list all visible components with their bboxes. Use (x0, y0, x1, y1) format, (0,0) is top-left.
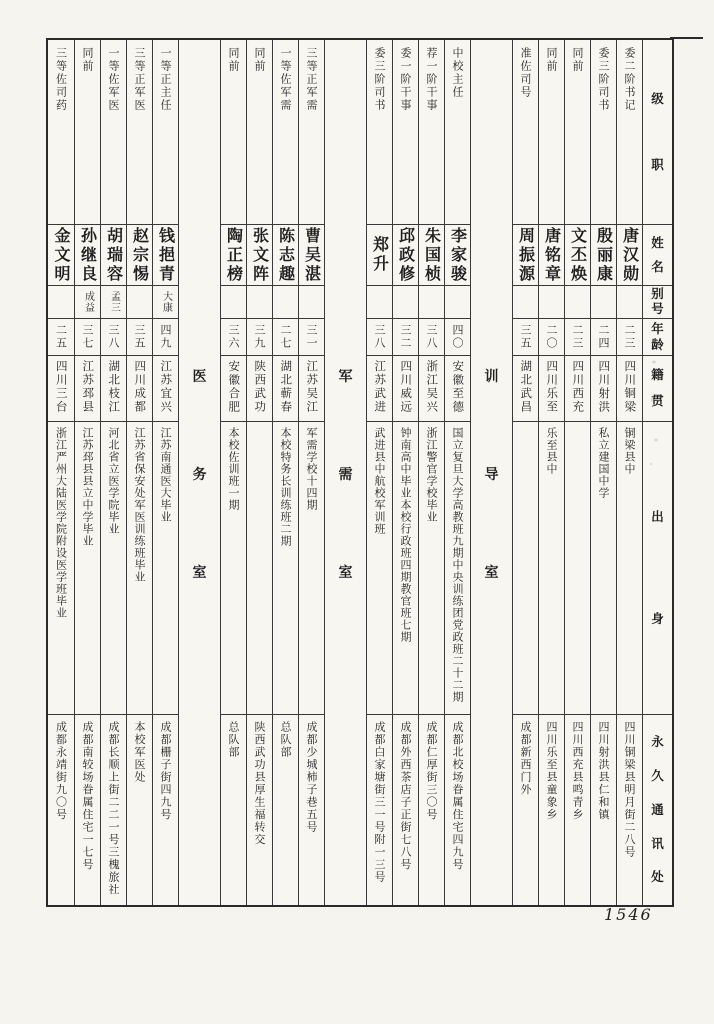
address-cell: 成都新西门外 (519, 721, 532, 796)
native-place-cell: 四川西充 (565, 356, 590, 422)
alias-cell (591, 286, 616, 319)
name-cell: 金文明 (48, 225, 74, 286)
char-glyph: 久 (651, 768, 664, 783)
native-place-cell: 四川射洪 (591, 356, 616, 422)
char-glyph: 军 (338, 369, 353, 385)
name-cell: 唐铭章 (539, 225, 564, 286)
background-cell: 军需学校十四期 (299, 422, 324, 715)
background-cell: 钟南高中毕业本校行政班四期教官班七期 (393, 422, 418, 715)
native-place-cell: 安徽至德 (445, 356, 470, 422)
age-cell: 三二 (393, 319, 418, 356)
name-cell: 陈志趣 (273, 225, 298, 286)
column-header-age (643, 319, 672, 356)
native-place-cell: 江苏宜兴 (153, 356, 178, 422)
char-glyph: 永 (651, 734, 664, 750)
background-cell: 国立复旦大学高教班九期中央训练团党政班二十二期 (445, 422, 470, 715)
alias-cell (299, 286, 324, 319)
section-divider-column (324, 40, 366, 905)
age-cell: 四九 (153, 319, 178, 356)
address-cell: 陕西武功县厚生福转交 (253, 721, 266, 846)
native-place-cell: 四川铜梁 (617, 356, 642, 422)
person-column (74, 40, 100, 905)
address-cell: 四川铜梁县明月街二八号 (623, 721, 636, 859)
person-column (616, 40, 642, 905)
char-glyph: 名 (651, 258, 664, 274)
native-place-cell: 四川三台 (48, 356, 74, 422)
address-cell: 四川西充县鸣青乡 (571, 721, 584, 821)
person-column (126, 40, 152, 905)
age-cell: 二五 (48, 319, 74, 356)
char-glyph: 需 (338, 467, 353, 483)
person-column (298, 40, 324, 905)
age-cell: 二四 (591, 319, 616, 356)
char-glyph: 医 (192, 369, 207, 385)
age-cell: 三六 (221, 319, 246, 356)
age-cell: 三五 (127, 319, 152, 356)
name-cell: 殷丽康 (591, 225, 616, 286)
alias-cell (539, 286, 564, 319)
column-header-address (643, 715, 672, 905)
section-divider-column (470, 40, 512, 905)
age-cell: 三一 (299, 319, 324, 356)
person-column (392, 40, 418, 905)
background-cell: 私立建国中学 (591, 422, 616, 715)
char-glyph: 级 (651, 91, 664, 106)
person-column (272, 40, 298, 905)
rank-cell: 同前 (247, 40, 272, 225)
name-cell: 文丕焕 (565, 225, 590, 286)
person-column (512, 40, 538, 905)
column-header-rank (643, 40, 672, 225)
alias-cell (127, 286, 152, 319)
header-column (642, 40, 672, 905)
address-cell: 成都长顺上街二二一号三槐旅社 (107, 721, 120, 896)
age-cell: 三九 (247, 319, 272, 356)
alias-cell (445, 286, 470, 319)
rank-cell: 三等正军医 (127, 40, 152, 225)
name-cell: 胡瑞容 (101, 225, 126, 286)
char-glyph: 室 (192, 565, 207, 581)
address-cell: 总队部 (279, 721, 292, 759)
native-place-cell: 江苏武进 (367, 356, 392, 422)
age-cell: 三五 (513, 319, 538, 356)
native-place-cell: 江苏吴江 (299, 356, 324, 422)
background-cell: 江苏南通医大毕业 (153, 422, 178, 715)
rank-cell: 同前 (539, 40, 564, 225)
background-cell: 本校特务长训练班二期 (273, 422, 298, 715)
alias-cell (367, 286, 392, 319)
address-cell: 四川乐至县童象乡 (545, 721, 558, 821)
person-column (564, 40, 590, 905)
char-glyph: 出 (651, 509, 664, 524)
age-cell: 三八 (419, 319, 444, 356)
rank-cell: 荐一阶干事 (419, 40, 444, 225)
section-title (193, 40, 207, 580)
char-glyph: 姓 (651, 234, 664, 250)
name-cell: 周振源 (513, 225, 538, 286)
background-cell: 江苏省保安处军医训练班毕业 (127, 422, 152, 715)
name-cell: 张文阵 (247, 225, 272, 286)
rank-cell: 三等佐司药 (48, 40, 74, 225)
address-cell: 成都白家塘街三一号附一三号 (373, 721, 386, 884)
rank-cell: 准佐司号 (513, 40, 538, 225)
name-cell: 孙继良 (75, 225, 100, 286)
alias-cell (513, 286, 538, 319)
address-cell: 成都外西茶店子正街七八号 (399, 721, 412, 871)
name-cell: 赵宗惕 (127, 225, 152, 286)
address-cell: 成都栅子街四九号 (159, 721, 172, 821)
address-cell: 成都少城柿子巷五号 (305, 721, 318, 834)
native-place-cell: 四川威远 (393, 356, 418, 422)
section-title (485, 40, 499, 580)
person-column (220, 40, 246, 905)
background-cell: 武进县中航校军训班 (367, 422, 392, 715)
char-glyph: 通 (651, 801, 664, 817)
char-glyph: 训 (484, 369, 499, 385)
background-cell: 本校佐训班一期 (221, 422, 246, 715)
background-cell: 浙江警官学校毕业 (419, 422, 444, 715)
name-cell: 郑升 (367, 225, 392, 286)
alias-cell (221, 286, 246, 319)
address-cell: 成都仁厚街三〇号 (425, 721, 438, 821)
rank-cell: 一等正主任 (153, 40, 178, 225)
address-cell: 本校军医处 (133, 721, 146, 784)
rank-cell: 委三阶司书 (367, 40, 392, 225)
rank-cell: 委三阶司书 (591, 40, 616, 225)
char-glyph: 籍 (651, 367, 664, 383)
column-header-alias (643, 286, 672, 319)
page-number: 1546 (604, 905, 653, 924)
person-column (48, 40, 74, 905)
char-glyph: 年 (651, 320, 664, 336)
background-cell: 江苏邳县县立中学毕业 (75, 422, 100, 715)
background-cell (513, 422, 538, 715)
char-glyph: 别 (651, 286, 664, 302)
background-cell: 乐至县中 (539, 422, 564, 715)
age-cell: 二三 (617, 319, 642, 356)
age-cell: 二七 (273, 319, 298, 356)
person-column (100, 40, 126, 905)
personnel-registry-table (46, 38, 674, 907)
native-place-cell: 四川成都 (127, 356, 152, 422)
pencil-smudge (646, 352, 662, 472)
background-cell (565, 422, 590, 715)
age-cell: 三八 (367, 319, 392, 356)
char-glyph: 导 (484, 467, 499, 483)
rank-cell: 同前 (75, 40, 100, 225)
rank-cell: 同前 (565, 40, 590, 225)
char-glyph: 讯 (651, 835, 664, 851)
char-glyph: 号 (651, 301, 664, 317)
name-cell: 钱挹青 (153, 225, 178, 286)
name-cell: 唐汉勋 (617, 225, 642, 286)
native-place-cell: 湖北武昌 (513, 356, 538, 422)
address-cell: 总队部 (227, 721, 240, 759)
address-cell: 成都北校场眷属住宅四九号 (451, 721, 464, 871)
char-glyph: 务 (192, 467, 207, 483)
column-header-name (643, 225, 672, 286)
alias-cell: 孟三 (101, 286, 126, 319)
section-divider-column (178, 40, 220, 905)
person-column (590, 40, 616, 905)
address-cell: 成都南较场眷属住宅一七号 (81, 721, 94, 871)
alias-cell (247, 286, 272, 319)
person-column (418, 40, 444, 905)
native-place-cell: 浙江吴兴 (419, 356, 444, 422)
age-cell: 三七 (75, 319, 100, 356)
table-top-rule-extension (670, 37, 703, 39)
person-column (152, 40, 178, 905)
rank-cell: 三等正军需 (299, 40, 324, 225)
rank-cell: 一等佐军需 (273, 40, 298, 225)
alias-cell (419, 286, 444, 319)
person-column (246, 40, 272, 905)
native-place-cell: 安徽合肥 (221, 356, 246, 422)
char-glyph: 龄 (651, 336, 664, 352)
rank-cell: 一等佐军医 (101, 40, 126, 225)
name-cell: 陶正榜 (221, 225, 246, 286)
age-cell: 三八 (101, 319, 126, 356)
person-column (444, 40, 470, 905)
alias-cell (617, 286, 642, 319)
address-cell: 成都永靖街九〇号 (54, 721, 68, 821)
alias-cell: 成益 (75, 286, 100, 319)
age-cell: 二三 (565, 319, 590, 356)
native-place-cell: 湖北蕲春 (273, 356, 298, 422)
age-cell: 二〇 (539, 319, 564, 356)
name-cell: 李家骏 (445, 225, 470, 286)
person-column (366, 40, 392, 905)
alias-cell (273, 286, 298, 319)
char-glyph: 处 (651, 869, 664, 885)
person-column (538, 40, 564, 905)
address-cell: 四川射洪县仁和镇 (597, 721, 610, 821)
alias-cell (393, 286, 418, 319)
name-cell: 邱政修 (393, 225, 418, 286)
char-glyph: 贯 (651, 393, 664, 409)
background-cell (247, 422, 272, 715)
rank-cell: 委一阶干事 (393, 40, 418, 225)
char-glyph: 室 (484, 565, 499, 581)
rank-cell: 同前 (221, 40, 246, 225)
age-cell: 四〇 (445, 319, 470, 356)
char-glyph: 身 (651, 610, 664, 626)
name-cell: 曹吴湛 (299, 225, 324, 286)
alias-cell: 大康 (153, 286, 178, 319)
alias-cell (48, 286, 74, 319)
background-cell: 浙江严州大陆医学院附设医学班毕业 (48, 422, 74, 715)
alias-cell (565, 286, 590, 319)
native-place-cell: 江苏邳县 (75, 356, 100, 422)
rank-cell: 中校主任 (445, 40, 470, 225)
background-cell: 河北省立医学院毕业 (101, 422, 126, 715)
char-glyph: 室 (338, 565, 353, 581)
rank-cell: 委二阶书记 (617, 40, 642, 225)
section-title (339, 40, 353, 580)
native-place-cell: 湖北枝江 (101, 356, 126, 422)
native-place-cell: 陕西武功 (247, 356, 272, 422)
native-place-cell: 四川乐至 (539, 356, 564, 422)
background-cell: 铜梁县中 (617, 422, 642, 715)
name-cell: 朱国桢 (419, 225, 444, 286)
char-glyph: 职 (651, 156, 664, 172)
